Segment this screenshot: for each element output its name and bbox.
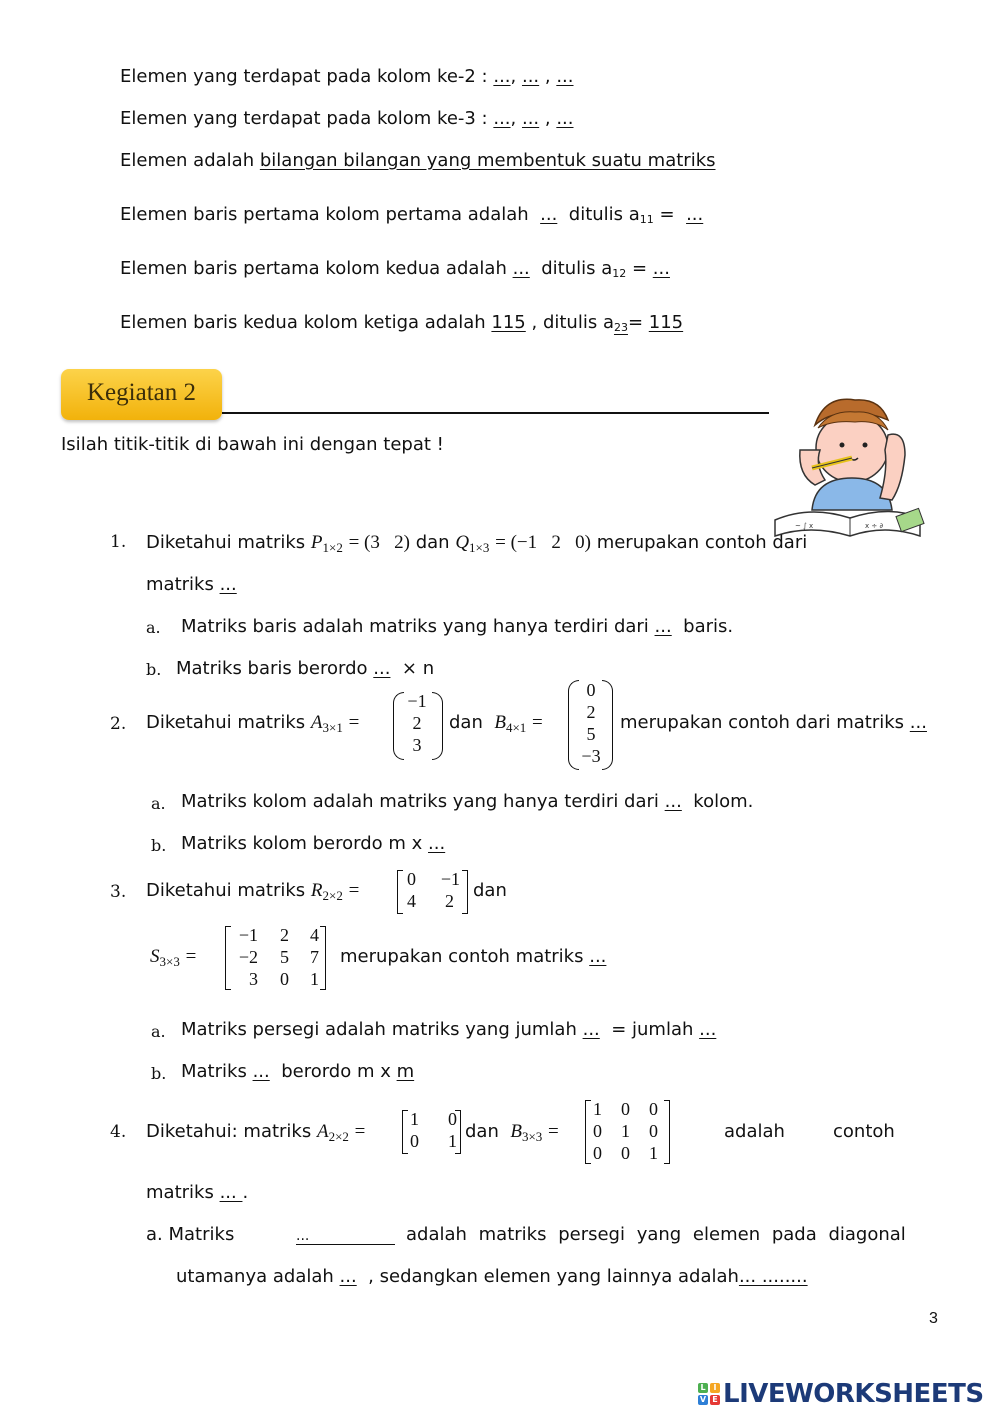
answer-value: 115 xyxy=(648,312,684,333)
matrix-s: −1 2 4 −2 5 7 3 0 1 xyxy=(238,925,319,989)
dan-text: dan xyxy=(473,880,507,901)
a23-line: Elemen baris kedua kolom ketiga adalah 115 , ditulis a23= 115 xyxy=(120,312,684,334)
kolom2-line: Elemen yang terdapat pada kolom ke-2 : ..., ... , ... xyxy=(120,66,574,87)
blank-field[interactable]: ... xyxy=(493,108,511,129)
question-2b: Matriks kolom berordo m x ... xyxy=(181,833,446,854)
a11-line: Elemen baris pertama kolom pertama adalah ... ditulis a11 = ... xyxy=(120,204,704,226)
paren-right xyxy=(432,692,443,760)
question-4-dan: dan $B_{3\times 3}$ = xyxy=(465,1121,559,1144)
bracket-right xyxy=(455,1110,461,1154)
blank-field[interactable]: ... ........ xyxy=(738,1266,808,1287)
question-number: 2. xyxy=(110,714,127,734)
instruction-text: Isilah titik-titik di bawah ini dengan tepat ! xyxy=(61,434,444,455)
sub-label: a. xyxy=(151,794,166,813)
blank-field[interactable]: ... xyxy=(296,1224,395,1245)
answer-value: 115 xyxy=(491,312,526,333)
question-3-text: Diketahui matriks $R_{2\times 2}$ = xyxy=(146,880,360,903)
blank-field[interactable]: ... xyxy=(582,1019,600,1040)
sub-label: b. xyxy=(146,660,162,679)
blank-field[interactable]: ... xyxy=(339,1266,357,1287)
blank-field[interactable]: ... xyxy=(652,258,670,279)
blank-field[interactable]: ... xyxy=(589,946,607,967)
question-2-text-b: merupakan contoh dari matriks ... xyxy=(620,712,927,733)
blank-field[interactable]: ... xyxy=(219,574,237,595)
paren-right xyxy=(602,680,613,770)
bracket-right xyxy=(320,926,326,990)
question-4a-after: adalah matriks persegi yang elemen pada diagonal xyxy=(406,1224,906,1245)
matrix-b-identity: 1 0 0 0 1 0 0 0 1 xyxy=(593,1099,658,1163)
blank-field[interactable]: ... xyxy=(219,1182,243,1203)
question-1a: Matriks baris adalah matriks yang hanya terdiri dari ... baris. xyxy=(181,616,734,637)
svg-text:~ ∫ x: ~ ∫ x xyxy=(795,522,814,530)
blank-field[interactable]: ... xyxy=(521,66,540,87)
blank-field[interactable]: ... xyxy=(664,791,682,812)
blank-field[interactable]: ... xyxy=(373,658,391,679)
boy-studying-icon xyxy=(770,390,930,540)
blank-field[interactable]: ... xyxy=(654,616,672,637)
blank-field[interactable]: ... xyxy=(556,66,574,87)
section-badge: Kegiatan 2 xyxy=(61,369,222,420)
svg-text:x ÷ ∂: x ÷ ∂ xyxy=(865,522,884,530)
question-number: 3. xyxy=(110,882,127,902)
matrix-a-identity: 1 0 0 1 xyxy=(410,1109,457,1151)
sub-label: a. xyxy=(146,618,161,637)
blank-field[interactable]: ... xyxy=(493,66,511,87)
a12-line: Elemen baris pertama kolom kedua adalah ... ditulis a12 = ... xyxy=(120,258,670,280)
matrix-r: 0 −1 4 2 xyxy=(407,869,460,911)
question-4-text: Diketahui: matriks $A_{2\times 2}$ = xyxy=(146,1121,366,1144)
logo-icon: L I V E xyxy=(698,1383,720,1405)
definisi-answer: bilangan bilangan yang membentuk suatu matriks xyxy=(259,150,716,171)
question-2-dan: dan $B_{4\times 1}$ = xyxy=(449,712,543,735)
question-4a-line2: utamanya adalah ... , sedangkan elemen yang lainnya adalah... ........ xyxy=(176,1266,808,1287)
question-1-line: Diketahui matriks $P_{1\times 2} = (3$ 2) dan $Q_{1\times 3} = (-1$ 2 0) merupakan contoh dari xyxy=(146,532,808,555)
sub-label: b. xyxy=(151,836,167,855)
definisi-line: Elemen adalah bilangan bilangan yang membentuk suatu matriks xyxy=(120,150,716,171)
bracket-right xyxy=(462,870,468,914)
contoh-text: contoh xyxy=(833,1121,895,1142)
question-2-text: Diketahui matriks $A_{3\times 1}$ = xyxy=(146,712,360,735)
blank-field[interactable]: ... xyxy=(252,1061,270,1082)
question-3a: Matriks persegi adalah matriks yang jumlah ... = jumlah ... xyxy=(181,1019,717,1040)
blank-field[interactable]: ... xyxy=(540,204,558,225)
sub-label: b. xyxy=(151,1064,167,1083)
question-3-text-b: merupakan contoh matriks ... xyxy=(340,946,607,967)
sub-label: a. xyxy=(151,1022,166,1041)
question-1-line2: matriks ... xyxy=(146,574,237,595)
section-divider xyxy=(222,412,769,414)
kolom3-line: Elemen yang terdapat pada kolom ke-3 : ..., ... , ... xyxy=(120,108,574,129)
blank-field[interactable]: m xyxy=(396,1061,415,1082)
matrix-b: 0 2 5 −3 xyxy=(581,680,601,766)
page-number: 3 xyxy=(929,1310,938,1327)
question-1b: Matriks baris berordo ... × n xyxy=(176,658,435,679)
brand-name: LIVEWORKSHEETS xyxy=(723,1379,984,1409)
question-3b: Matriks ... berordo m x m xyxy=(181,1061,415,1082)
matrix-a: −1 2 3 xyxy=(407,691,427,755)
bracket-right xyxy=(664,1100,670,1164)
blank-field[interactable]: ... xyxy=(512,258,530,279)
question-4a: a. Matriks xyxy=(146,1224,235,1245)
question-number: 4. xyxy=(110,1122,127,1142)
blank-field[interactable]: ... xyxy=(909,712,927,733)
blank-field[interactable]: ... xyxy=(686,204,704,225)
question-number: 1. xyxy=(110,532,127,552)
blank-field[interactable]: ... xyxy=(428,833,446,854)
question-2a: Matriks kolom adalah matriks yang hanya terdiri dari ... kolom. xyxy=(181,791,754,812)
adalah-text: adalah xyxy=(724,1121,785,1142)
blank-field[interactable]: ... xyxy=(521,108,540,129)
question-4-line2: matriks ... . xyxy=(146,1182,249,1203)
matrix-s-label: $S_{3\times 3}$ = xyxy=(150,946,197,969)
blank-field[interactable]: ... xyxy=(556,108,574,129)
blank-field[interactable]: ... xyxy=(699,1019,717,1040)
liveworksheets-logo[interactable] xyxy=(698,1379,984,1409)
